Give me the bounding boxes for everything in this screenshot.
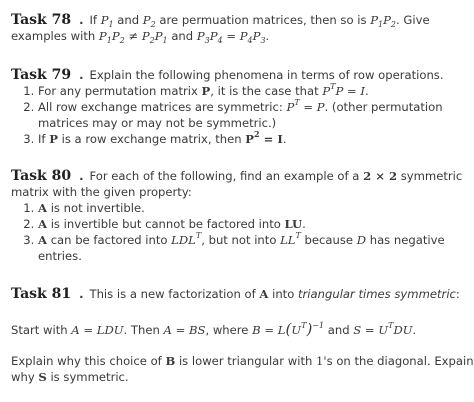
- text: , where: [205, 323, 249, 337]
- math: 2 × 2: [363, 169, 398, 183]
- text: If: [38, 132, 46, 146]
- list-item: [38, 232, 466, 264]
- text: has negative: [369, 233, 445, 247]
- text: symmetric: [400, 169, 463, 183]
- text: .: [282, 132, 287, 146]
- task-78: [11, 12, 466, 44]
- task-79-title: Task 79: [11, 67, 72, 83]
- task-80-title: Task 80: [11, 168, 72, 184]
- math: A = LDU: [71, 323, 124, 337]
- text: . (other permutation: [324, 100, 443, 114]
- list-item: [38, 200, 466, 216]
- text: examples with: [11, 29, 96, 43]
- math: 1: [316, 354, 324, 368]
- text: :: [455, 287, 460, 301]
- math: $B = L(U^T)^{-1}$: [252, 320, 325, 338]
- text: and: [327, 323, 350, 337]
- task-81-intro: Task 81 . This is a new factorization of A into triangular times symmetric:: [11, 286, 460, 302]
- task-81-start-line: [11, 320, 466, 339]
- text: are permuation matrices, then so is: [159, 13, 367, 27]
- text: Explain why this choice of: [11, 354, 162, 368]
- text: is lower triangular with: [178, 354, 313, 368]
- task-79: [11, 67, 466, 147]
- text: . Give: [396, 13, 430, 27]
- math: A = BS: [163, 323, 206, 337]
- task-80-intro-1: Task 80 . For each of the following, find an example of a 2 × 2 symmetric: [11, 168, 463, 184]
- text: entries.: [38, 249, 82, 263]
- task-80-intro-2: [11, 184, 466, 200]
- task-80-list: [11, 200, 466, 264]
- text: 's on the diagonal. Expain: [323, 354, 474, 368]
- text: is a row exchange matrix, then: [61, 132, 242, 146]
- text: why: [11, 370, 35, 384]
- text: matrices may or may not be symmetric.): [38, 116, 277, 130]
- text: and: [117, 13, 140, 27]
- text: .: [265, 29, 270, 43]
- math: $P_3P_4 = P_4P_3$: [196, 29, 266, 45]
- text: .: [412, 323, 417, 337]
- math: D: [356, 233, 367, 247]
- math: P: [201, 84, 211, 98]
- text: is not invertible.: [50, 201, 145, 215]
- math: A: [38, 201, 47, 215]
- task-80: [11, 168, 466, 264]
- text: . Then: [123, 323, 160, 337]
- math: A: [38, 217, 47, 231]
- task-81-explain: [11, 353, 474, 385]
- math: A: [259, 287, 269, 301]
- task-78-line-2: [11, 28, 466, 44]
- math: $P^TP = I$: [322, 82, 365, 98]
- text: Explain the following phenomena in terms of row operations.: [89, 68, 444, 82]
- text: can be factored into: [50, 233, 168, 247]
- text: This is a new factorization of: [89, 287, 256, 301]
- text: , it is the case that: [210, 84, 319, 98]
- text: Start with: [11, 323, 68, 337]
- math: $P^T = P$: [286, 98, 325, 114]
- math: P: [49, 132, 58, 146]
- list-item: [38, 99, 466, 131]
- task-78-line-1: Task 78 . If $P_1$ and $P_2$ are permuation matrices, then so is $P_1P_2$. Give: [11, 12, 430, 29]
- math: $P_1P_2 \ne P_2P_1$: [98, 29, 168, 45]
- list-item: [38, 131, 466, 147]
- text: For any permutation matrix: [38, 84, 198, 98]
- task-81-explain-1: [11, 353, 474, 369]
- task-79-list: [11, 83, 466, 147]
- task-79-intro: Task 79 . Explain the following phenomena in terms of row operations.: [11, 67, 444, 83]
- text: , but not into: [201, 233, 277, 247]
- math: $P_1$: [100, 13, 114, 29]
- task-81-start: [11, 320, 466, 339]
- list-item: [38, 83, 466, 99]
- list-item: [38, 216, 466, 232]
- text: .: [364, 84, 369, 98]
- task-78-title: Task 78: [11, 12, 72, 28]
- math: $S = U^TDU$: [353, 321, 413, 337]
- text: is invertible but cannot be factored into: [50, 217, 281, 231]
- emphasis-text: triangular times symmetric: [298, 287, 456, 301]
- text: into: [272, 287, 295, 301]
- math: $P^2 = I$: [245, 129, 283, 146]
- task-81-explain-2: [11, 369, 466, 385]
- math: A: [38, 233, 47, 247]
- math: $P_1P_2$: [370, 13, 397, 29]
- task-81-title: Task 81: [11, 286, 72, 302]
- text: matrix with the given property:: [11, 185, 192, 199]
- text: If: [89, 13, 98, 27]
- math: S: [38, 370, 47, 384]
- text: and: [171, 29, 194, 43]
- text: For each of the following, find an example of a: [89, 169, 360, 183]
- text: .: [302, 217, 306, 231]
- math: $P_2$: [142, 13, 156, 29]
- text: is symmetric.: [50, 370, 129, 384]
- math: LU: [284, 217, 303, 231]
- text: because: [304, 233, 354, 247]
- math: B: [165, 354, 176, 368]
- text: All row exchange matrices are symmetric:: [38, 100, 283, 114]
- task-81: [11, 286, 466, 302]
- math: $LDL^T$: [171, 231, 202, 247]
- math: $LL^T$: [280, 231, 301, 247]
